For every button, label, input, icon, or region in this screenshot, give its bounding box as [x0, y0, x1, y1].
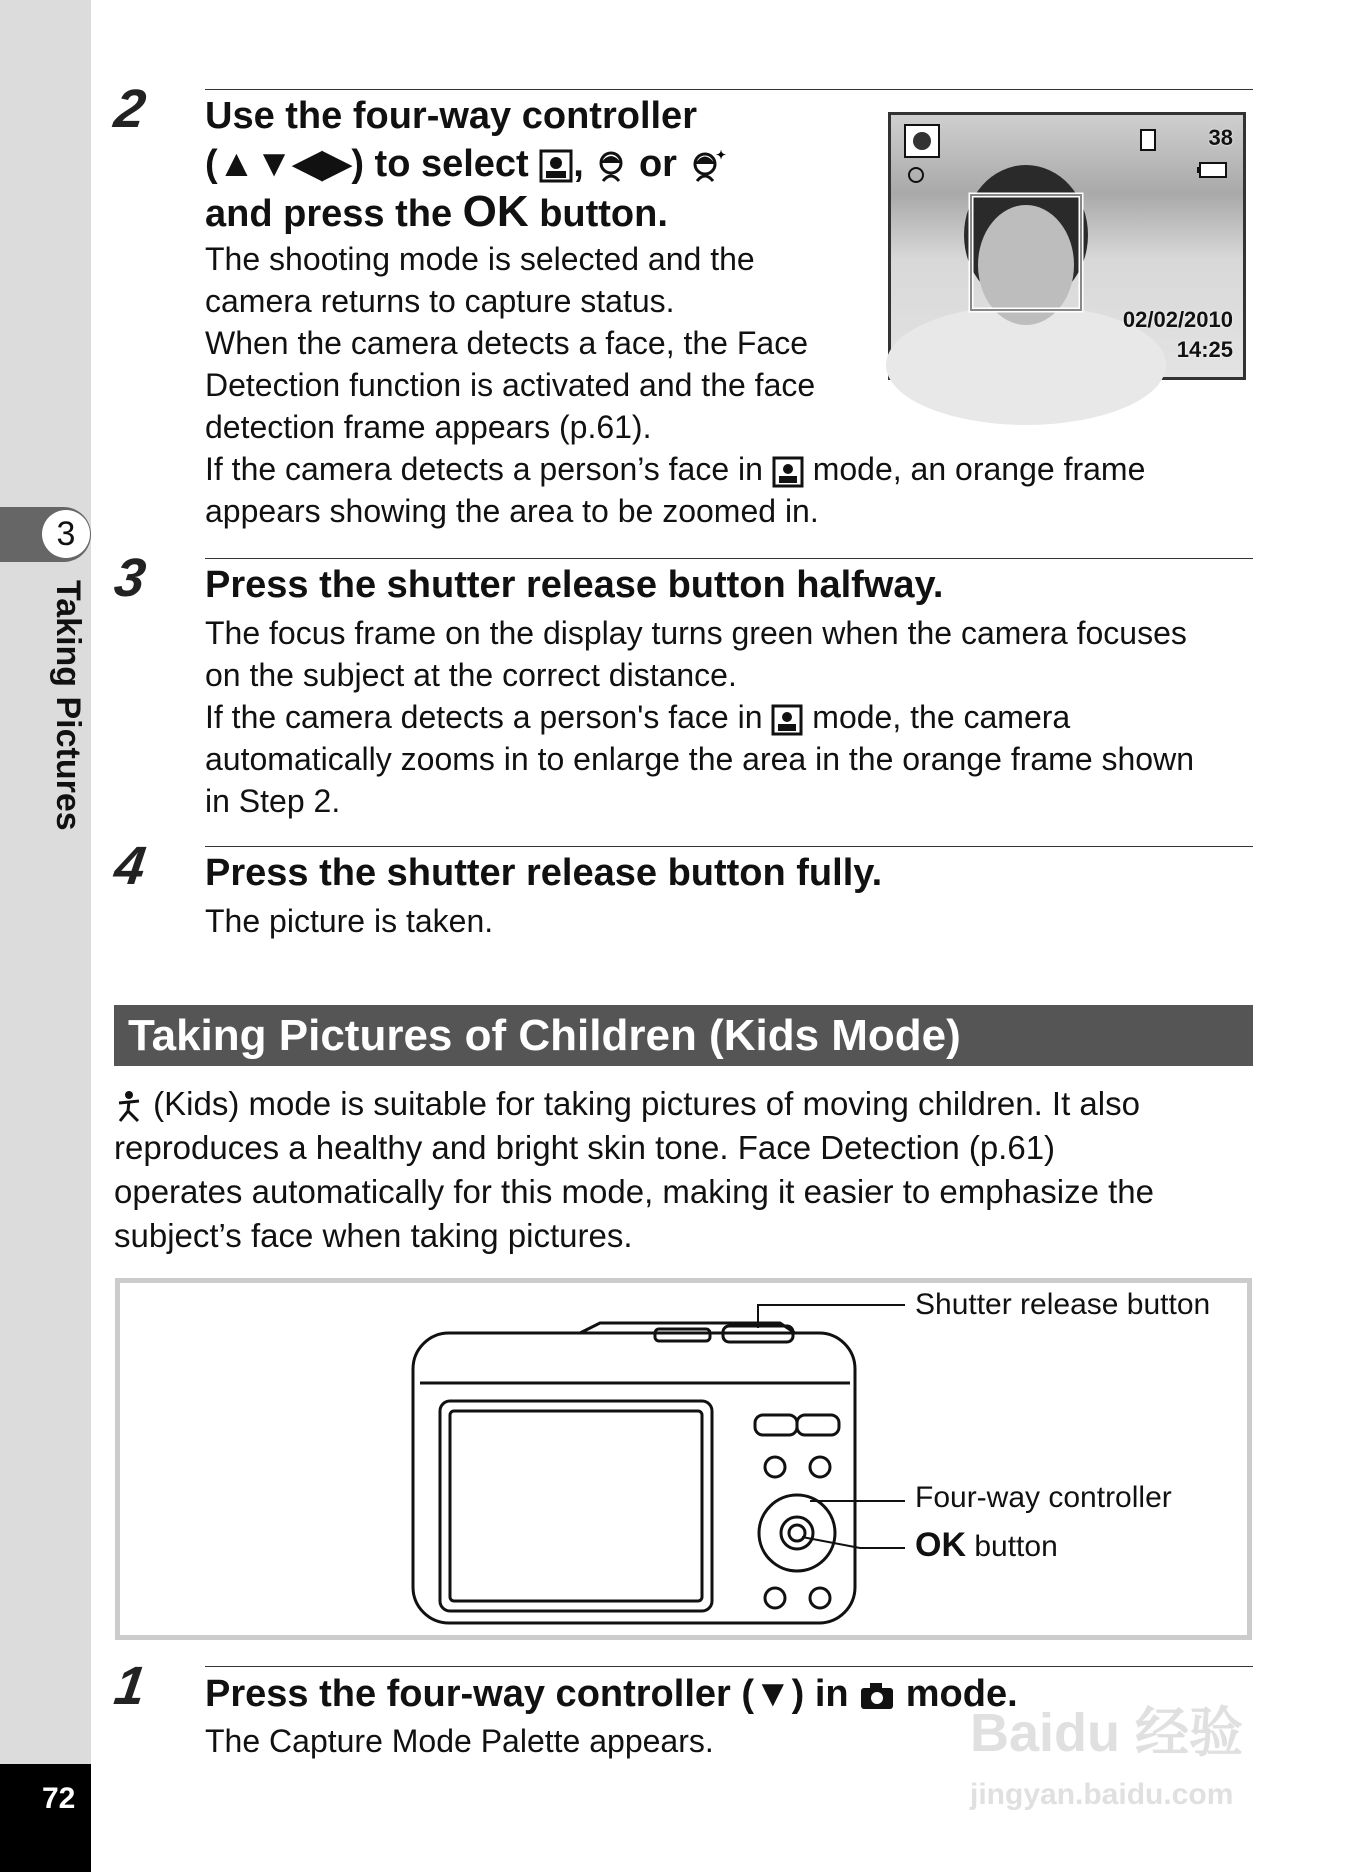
body-line: detection frame appears (p.61).	[205, 409, 652, 445]
body-line: in Step 2.	[205, 783, 341, 819]
watermark-url: jingyan.baidu.com	[970, 1778, 1234, 1811]
ok-symbol: OK	[462, 187, 529, 236]
divider	[205, 846, 1253, 847]
para-line: reproduces a healthy and bright skin tone. Face Detection (p.61)	[114, 1129, 1056, 1166]
skin-tone-icon	[688, 149, 724, 183]
camera-mode-icon	[859, 1681, 895, 1711]
heading-text: (▲▼◀▶) to select	[205, 143, 529, 185]
para-line: operates automatically for this mode, making it easier to emphasize the	[114, 1173, 1155, 1210]
step1-heading	[205, 1670, 1018, 1718]
body-text: mode, an orange frame	[812, 451, 1146, 487]
heading-text: mode.	[905, 1673, 1018, 1715]
ok-button-label	[915, 1526, 1058, 1565]
heading-text: ,	[573, 143, 584, 185]
body-line: camera returns to capture status.	[205, 283, 675, 319]
heading-text: button.	[539, 193, 668, 235]
heading-text: and press the	[205, 193, 453, 235]
step4-body: The picture is taken.	[205, 903, 494, 939]
body-line	[205, 696, 1194, 738]
body-line: The focus frame on the display turns green when the camera focuses	[205, 615, 1187, 651]
svg-text:✦: ✦	[715, 147, 726, 162]
camera-diagram	[115, 1278, 1252, 1640]
portrait-zoom-icon	[771, 704, 803, 736]
step4-heading: Press the shutter release button fully.	[205, 852, 883, 894]
body-text: If the camera detects a person's face in	[205, 699, 763, 735]
heading-line: Use the four-way controller	[205, 95, 697, 137]
divider	[205, 89, 1253, 90]
step-number: 2	[110, 79, 150, 139]
body-text: If the camera detects a person’s face in	[205, 451, 763, 487]
memory-icon	[1138, 127, 1158, 153]
page-number: 72	[0, 1764, 91, 1872]
divider	[205, 558, 1253, 559]
body-line: Detection function is activated and the face	[205, 367, 816, 403]
heading-text: Press the four-way controller (▼) in	[205, 1673, 849, 1715]
time-display: 14:25	[1176, 337, 1233, 362]
heading-text: or	[638, 143, 677, 185]
ok-symbol: OK	[915, 1526, 966, 1564]
heading-line	[205, 188, 724, 238]
body-line: appears showing the area to be zoomed in.	[205, 493, 819, 529]
camera-screen-image	[888, 112, 1246, 380]
step-number: 4	[110, 836, 150, 896]
body-line	[205, 448, 1145, 490]
section-paragraph	[114, 1082, 1254, 1258]
chapter-title: Taking Pictures	[49, 580, 87, 831]
four-way-controller-label: Four-way controller	[915, 1481, 1172, 1514]
heading-line	[205, 140, 724, 188]
portrait-zoom-icon	[772, 456, 804, 488]
portrait-zoom-icon	[539, 149, 573, 183]
step3-body	[205, 612, 1194, 822]
step2-heading	[205, 92, 724, 238]
face-detect-icon	[905, 165, 927, 185]
section-title: Taking Pictures of Children (Kids Mode)	[114, 1005, 1253, 1066]
body-line: When the camera detects a face, the Face	[205, 325, 808, 361]
divider	[205, 1666, 1253, 1667]
portrait-icon	[594, 149, 628, 183]
kids-icon	[114, 1089, 144, 1123]
body-line: The shooting mode is selected and the	[205, 241, 755, 277]
para-text: (Kids) mode is suitable for taking pictures of moving children. It also	[153, 1085, 1140, 1122]
chapter-number: 3	[42, 510, 90, 558]
body-text: mode, the camera	[812, 699, 1071, 735]
step-number: 3	[110, 548, 150, 608]
watermark-logo: Baidu 经验	[970, 1703, 1244, 1763]
sidebar	[0, 0, 91, 1872]
camera-back-illustration	[120, 1283, 1247, 1635]
body-line: automatically zooms in to enlarge the area in the orange frame shown	[205, 741, 1194, 777]
date-display: 02/02/2010	[1122, 307, 1233, 332]
label-text: button	[974, 1530, 1058, 1563]
body-line: on the subject at the correct distance.	[205, 657, 737, 693]
step-number: 1	[110, 1656, 150, 1716]
shutter-button-label: Shutter release button	[915, 1288, 1211, 1321]
para-line	[114, 1082, 1254, 1126]
battery-icon	[1196, 161, 1228, 179]
para-line: subject’s face when taking pictures.	[114, 1217, 633, 1254]
shots-remaining: 38	[1208, 125, 1233, 150]
step1-body: The Capture Mode Palette appears.	[205, 1723, 714, 1759]
step3-heading: Press the shutter release button halfway.	[205, 564, 944, 606]
